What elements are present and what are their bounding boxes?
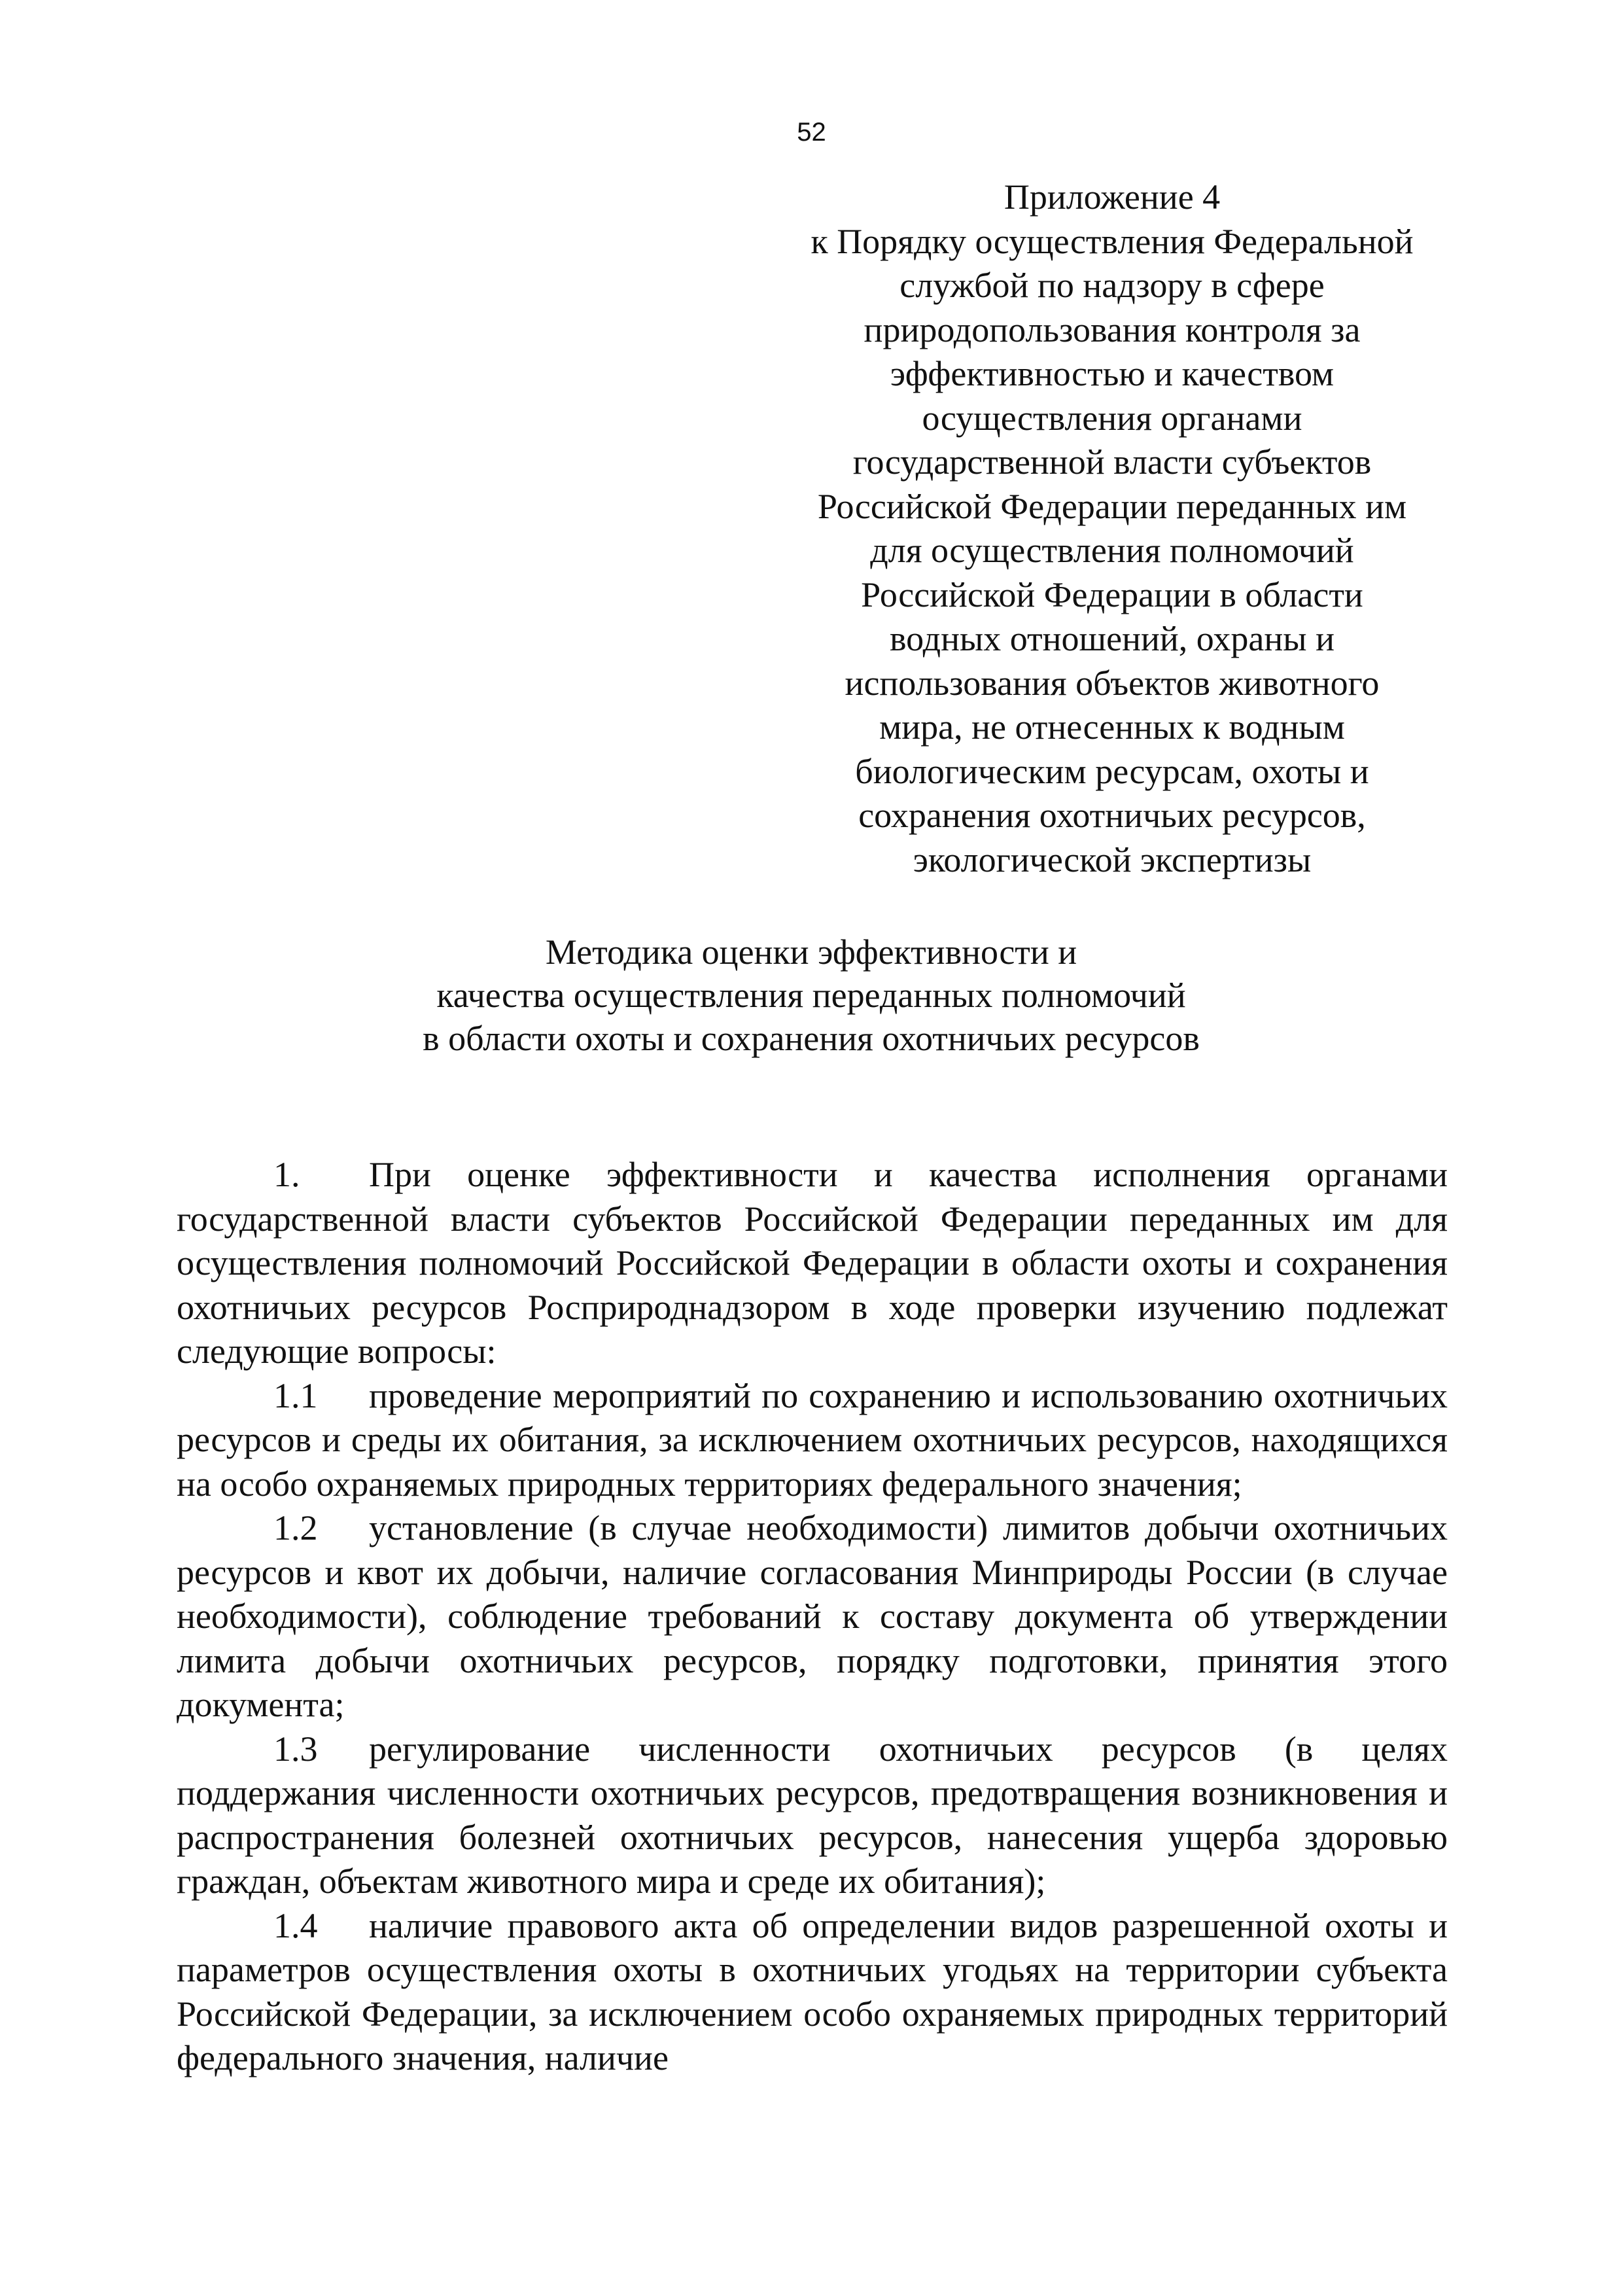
- appendix-line: эффективностью и качеством: [890, 354, 1335, 393]
- section-paragraph: [177, 1153, 1448, 1374]
- title-line: Методика оценки эффективности и: [545, 932, 1077, 972]
- section-text: установление (в случае необходимости) лимитов добычи охотничьих ресурсов и квот их добычи, наличие согласования Минприроды России (в случае необходимости), соблюдение требований к составу документа об утверждении лимита добычи охотничьих ресурсов, порядку подготовки, принятия этого документа;: [177, 1508, 1448, 1724]
- page-number: 52: [797, 118, 826, 147]
- appendix-line: использования объектов животного: [845, 663, 1380, 703]
- document-title: [196, 930, 1426, 1060]
- section-text: проведение мероприятий по сохранению и использованию охотничьих ресурсов и среды их обитания, за исключением охотничьих ресурсов, находящихся на особо охраняемых природных территориях федерального значения;: [177, 1375, 1448, 1504]
- section-number: 1.2: [273, 1508, 318, 1547]
- appendix-line: сохранения охотничьих ресурсов,: [858, 796, 1366, 835]
- appendix-line: биологическим ресурсам, охоты и: [855, 751, 1369, 791]
- section-text: При оценке эффективности и качества исполнения органами государственной власти субъектов Российской Федерации переданных им для осуществления полномочий Российской Федерации в области охоты и сохранения охотничьих ресурсов Росприроднадзором в ходе проверки изучению подлежат следующие вопросы:: [177, 1155, 1448, 1371]
- appendix-line: службой по надзору в сфере: [899, 266, 1325, 305]
- section-paragraph: [177, 1727, 1448, 1904]
- section-text: наличие правового акта об определении видов разрешенной охоты и параметров осуществления охоты в охотничьих угодьях на территории субъекта Российской Федерации, за исключением особо охраняемых природных территорий федерального значения, наличие: [177, 1905, 1448, 2077]
- section-paragraph: [177, 1374, 1448, 1507]
- appendix-line: Приложение 4: [1003, 177, 1221, 217]
- appendix-line: к Порядку осуществления Федеральной: [811, 221, 1414, 261]
- section-text: регулирование численности охотничьих ресурсов (в целях поддержания численности охотничьих ресурсов, предотвращения возникновения и распространения болезней охотничьих ресурсов, нанесения ущерба здоровью граждан, объектам животного мира и среде их обитания);: [177, 1729, 1448, 1901]
- appendix-line: природопользования контроля за: [864, 309, 1361, 349]
- appendix-line: Российской Федерации в области: [861, 574, 1363, 614]
- section-paragraph: [177, 1904, 1448, 2081]
- section-number: 1.1: [273, 1375, 318, 1415]
- appendix-line: мира, не отнесенных к водным: [879, 707, 1345, 747]
- appendix-line: экологической экспертизы: [913, 839, 1312, 879]
- appendix-line: Российской Федерации переданных им: [817, 486, 1407, 526]
- title-line: в области охоты и сохранения охотничьих ресурсов: [423, 1019, 1200, 1058]
- appendix-line: государственной власти субъектов: [852, 442, 1372, 482]
- document-body: [177, 1153, 1448, 2081]
- section-number: 1.: [273, 1155, 300, 1194]
- section-number: 1.3: [273, 1729, 318, 1769]
- appendix-line: водных отношений, охраны и: [890, 619, 1335, 658]
- section-paragraph: [177, 1506, 1448, 1727]
- title-line: качества осуществления переданных полномочий: [436, 976, 1186, 1015]
- section-number: 1.4: [273, 1905, 318, 1945]
- appendix-header: [778, 175, 1446, 882]
- appendix-line: для осуществления полномочий: [870, 531, 1354, 570]
- appendix-line: осуществления органами: [922, 398, 1302, 438]
